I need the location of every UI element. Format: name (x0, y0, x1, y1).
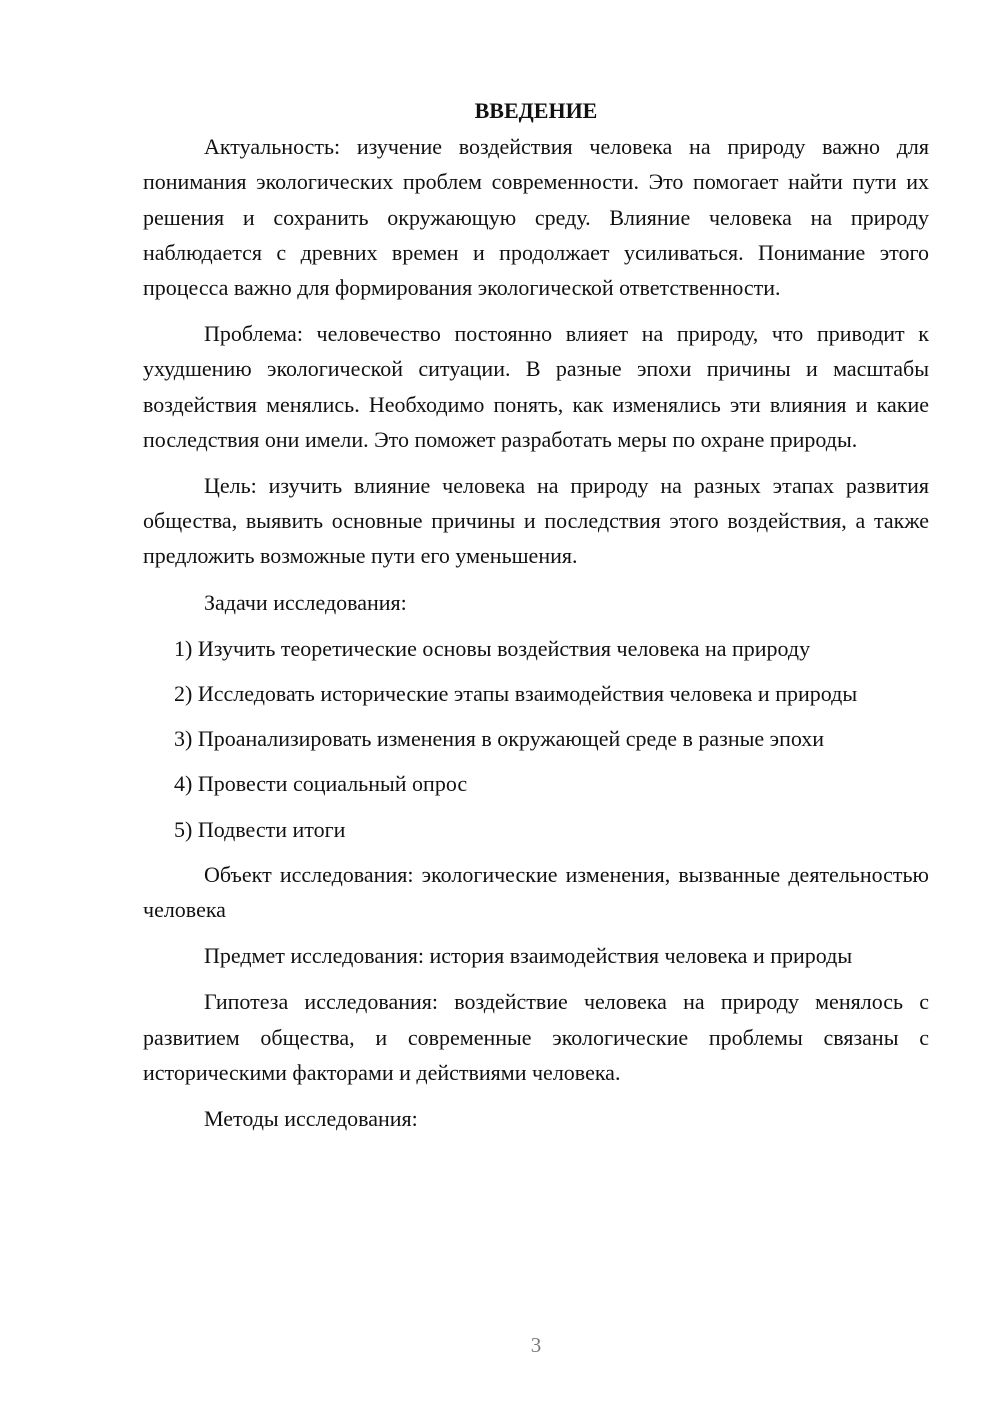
task-item: 3) Проанализировать изменения в окружающей среде в разные эпохи (174, 726, 825, 752)
problem-paragraph: Проблема: человечество постоянно влияет на природу, что приводит к ухудшению экологической ситуации. В разные эпохи причины и масштабы воздействия менялись. Необходимо понять, как изменялись эти влияния и какие последствия они имели. Это поможет разработать меры по охране природы. (143, 321, 929, 452)
hypothesis-paragraph: Гипотеза исследования: воздействие человека на природу менялось с развитием общества, и современные экологические проблемы связаны с историческими факторами и действиями человека. (143, 989, 929, 1085)
tasks-heading: Задачи исследования: (204, 589, 407, 615)
page-number: 3 (530, 1333, 542, 1357)
task-item: 1) Изучить теоретические основы воздействия человека на природу (174, 635, 811, 661)
relevance-paragraph: Актуальность: изучение воздействия человека на природу важно для понимания экологических проблем современности. Это помогает найти пути их решения и сохранить окружающую среду. Влияние человека на природу наблюдается с древних времен и продолжает усиливаться. Понимание этого процесса важно для формирования экологической ответственности. (143, 134, 929, 301)
task-item: 5) Подвести итоги (174, 816, 346, 842)
object-paragraph: Объект исследования: экологические изменения, вызванные деятельностью человека (143, 861, 929, 923)
subject-paragraph: Предмет исследования: история взаимодействия человека и природы (204, 943, 853, 969)
task-item: 2) Исследовать исторические этапы взаимодействия человека и природы (174, 681, 858, 707)
section-title: ВВЕДЕНИЕ (474, 98, 598, 123)
page-content (143, 93, 929, 1147)
goal-paragraph: Цель: изучить влияние человека на природу на разных этапах развития общества, выявить основные причины и последствия этого воздействия, а также предложить возможные пути его уменьшения. (143, 473, 929, 569)
methods-heading: Методы исследования: (204, 1106, 418, 1132)
task-item: 4) Провести социальный опрос (174, 771, 468, 797)
